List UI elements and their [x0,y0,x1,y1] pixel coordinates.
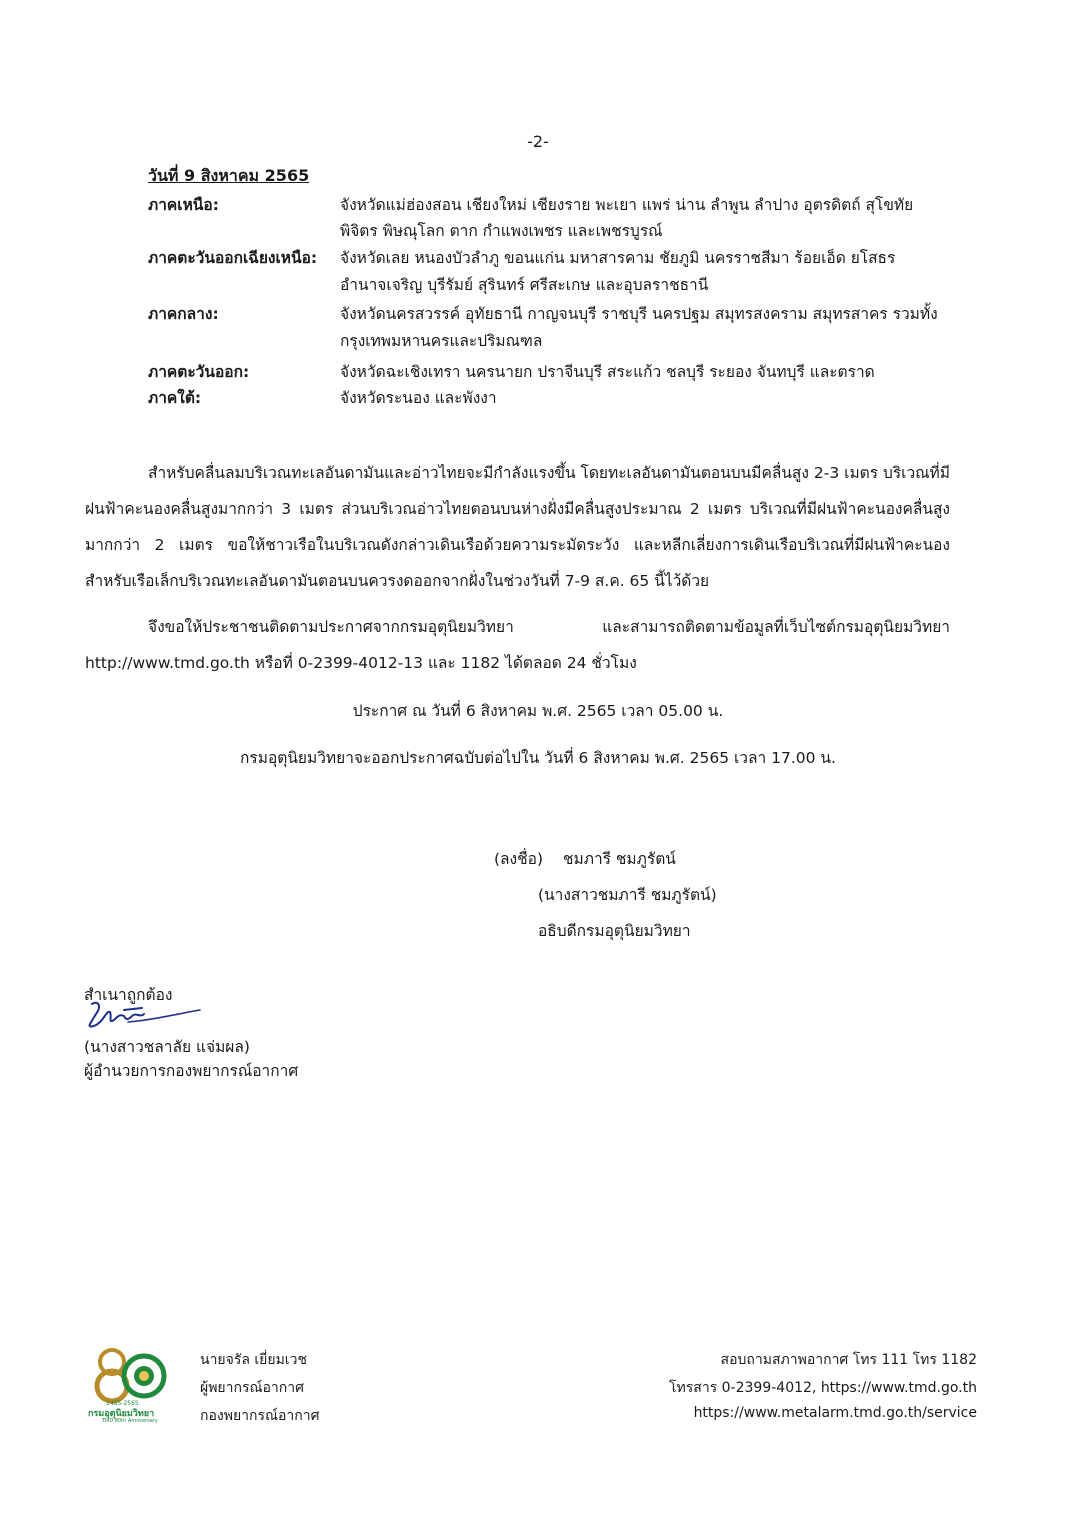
logo-anniversary: TMD 80th Anniversary [102,1418,158,1424]
footer-division: กองพยากรณ์อากาศ [200,1408,320,1424]
footer-forecaster-role: ผู้พยากรณ์อากาศ [200,1380,304,1396]
tmd-80-anniversary-logo [86,1340,170,1424]
signature-prefix: (ลงชื่อ) [494,850,543,868]
page-number: -2- [527,132,549,151]
signature-name: ชมภารี ชมภูรัตน์ [563,850,676,868]
region-text: จังหวัดเลย หนองบัวลำภู ขอนแก่น มหาสารคาม ชัยภูมิ นครราชสีมา ร้อยเอ็ด ยโสธร [340,249,896,267]
certified-copy-label: สำเนาถูกต้อง [84,986,173,1004]
footer-phone: สอบถามสภาพอากาศ โทร 111 โทร 1182 [720,1352,977,1368]
region-label-south: ภาคใต้: [148,389,202,407]
certifier-name: (นางสาวชลาลัย แจ่มผล) [84,1038,250,1056]
signatory-full-name: (นางสาวชมภารี ชมภูรัตน์) [538,886,717,904]
contact-paragraph: จึงขอให้ประชาชนติดตามประกาศจากกรมอุตุนิยมวิทยา และสามารถติดตามข้อมูลที่เว็บไซต์กรมอุตุนิยมวิทยา http://www.tmd.go.th หรือที่ 0-2399-4012-13 และ 1182 ได้ตลอด 24 ชั่วโมง [85,618,950,672]
region-text: จังหวัดแม่ฮ่องสอน เชียงใหม่ เชียงราย พะเยา แพร่ น่าน ลำพูน ลำปาง อุตรดิตถ์ สุโขทัย [340,196,914,214]
footer-service-url: https://www.metalarm.tmd.go.th/service [693,1405,977,1421]
wave-paragraph: สำหรับคลื่นลมบริเวณทะเลอันดามันและอ่าวไทยจะมีกำลังแรงขึ้น โดยทะเลอันดามันตอนบนมีคลื่นสูง 2-3 เมตร บริเวณที่มีฝนฟ้าคะนองคลื่นสูงมากกว่า 3 เมตร ส่วนบริเวณอ่าวไทยตอนบนห่างฝั่งมีคลื่นสูงประมาณ 2 เมตร บริเวณที่มีฝนฟ้าคะนองคลื่นสูงมากกว่า 2 เมตร ขอให้ชาวเรือในบริเวณดังกล่าวเดินเรือด้วยความระมัดระวัง และหลีกเลี่ยงการเดินเรือบริเวณที่มีฝนฟ้าคะนอง สำหรับเรือเล็กบริเวณทะเลอันดามันตอนบนควรงดออกจากฝั่งในช่วงวันที่ 7-9 ส.ค. 65 นี้ไว้ด้วย [85,464,950,590]
logo-years: 2485-2565 [106,1400,139,1407]
region-text: จังหวัดฉะเชิงเทรา นครนายก ปราจีนบุรี สระแก้ว ชลบุรี ระยอง จันทบุรี และตราด [340,363,875,381]
region-label-central: ภาคกลาง: [148,305,219,323]
announce-time: ประกาศ ณ วันที่ 6 สิงหาคม พ.ศ. 2565 เวลา 05.00 น. [352,702,724,720]
region-label-north: ภาคเหนือ: [148,196,219,214]
handwritten-signature [84,998,204,1034]
region-text: จังหวัดระนอง และพังงา [340,389,497,407]
footer-forecaster-name: นายจรัล เยี่ยมเวช [200,1352,307,1368]
footer-fax-website: โทรสาร 0-2399-4012, https://www.tmd.go.th [669,1380,977,1396]
certifier-title: ผู้อำนวยการกองพยากรณ์อากาศ [84,1062,299,1080]
logo-name: กรมอุตุนิยมวิทยา [88,1409,155,1419]
region-label-northeast: ภาคตะวันออกเฉียงเหนือ: [148,249,318,267]
date-heading: วันที่ 9 สิงหาคม 2565 [148,166,310,185]
region-text: กรุงเทพมหานครและปริมณฑล [340,332,543,350]
region-label-east: ภาคตะวันออก: [148,363,250,381]
region-text: พิจิตร พิษณุโลก ตาก กำแพงเพชร และเพชรบูรณ์ [340,222,663,240]
region-text: อำนาจเจริญ บุรีรัมย์ สุรินทร์ ศรีสะเกษ และอุบลราชธานี [340,276,709,294]
signatory-title: อธิบดีกรมอุตุนิยมวิทยา [538,922,691,940]
next-announcement: กรมอุตุนิยมวิทยาจะออกประกาศฉบับต่อไปใน วันที่ 6 สิงหาคม พ.ศ. 2565 เวลา 17.00 น. [240,749,836,767]
region-text: จังหวัดนครสวรรค์ อุทัยธานี กาญจนบุรี ราชบุรี นครปฐม สมุทรสงคราม สมุทรสาคร รวมทั้ง [340,305,938,323]
